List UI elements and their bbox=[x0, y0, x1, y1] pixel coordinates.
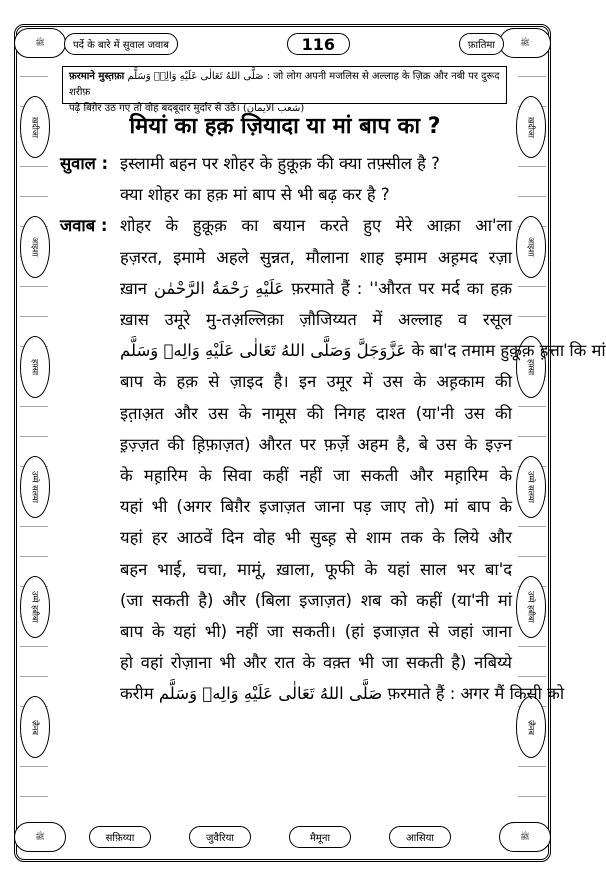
answer-text: करीम صَلَّى اللهُ تَعَالٰى عَلَيْهِ وَالِهٖ وَسَلَّم फ़रमाते हैं : अगर मैं किसी को bbox=[120, 684, 565, 704]
footer-label-2: जुवैरिया bbox=[189, 826, 251, 848]
answer-text: बहन भाई, चचा, मामूं, ख़ाला, फूफी के यहां साल भर बा'द bbox=[120, 559, 512, 579]
header-label: फ़रमाने मुस्त़फ़ा bbox=[69, 71, 125, 82]
answer-text: इत़ाअ़त और उस के नामूस की निगह दाश्त (या'नी उस की bbox=[120, 403, 512, 423]
header-text-1: : जो लोग अपनी मजलिस से अल्लाह के ज़िक्र और नबी पर दुरूद शरीफ़ bbox=[69, 71, 500, 98]
answer-line bbox=[60, 647, 512, 678]
left-medallion-6: ज़ैनब bbox=[20, 696, 50, 758]
running-header bbox=[64, 30, 504, 58]
answer-line bbox=[60, 366, 512, 397]
answer-text: हो वहां रोज़ाना भी और रात के वक़्त भी जा सकती है) नबिय्ये bbox=[120, 653, 512, 673]
answer-line bbox=[60, 335, 606, 366]
answer-line bbox=[60, 304, 512, 335]
right-medallion-1: ख़दीजा bbox=[516, 96, 546, 158]
left-medallion-1: ख़दीजा bbox=[20, 96, 50, 158]
answer-text: ख़ास उमूरे मु-तअ़ल्लिक़ा ज़ौजिय्यत में अल्लाह व रसूल bbox=[120, 310, 512, 330]
left-medallion-2: आइशा bbox=[20, 216, 50, 278]
corner-seal-bottom-right: ﷺ bbox=[499, 822, 551, 852]
answer-line bbox=[60, 491, 512, 522]
question-text-2: क्या शोहर का हक़ मां बाप से भी बढ़ कर है ? bbox=[120, 185, 390, 205]
question-label: सुवाल : bbox=[60, 154, 109, 173]
footer-label-3: मैमूना bbox=[289, 826, 351, 848]
corner-seal-top-left: ﷺ bbox=[14, 28, 66, 58]
question-line-2 bbox=[60, 179, 512, 210]
answer-text: के मह़ारिम के सिवा कहीं नहीं जा सकती और मह़ारिम के bbox=[120, 466, 512, 486]
answer-text: (जा सकती है) और (बिला इजाज़त) शब को कहीं (या'नी मां bbox=[120, 590, 512, 610]
answer-line-1 bbox=[60, 210, 512, 241]
header-salutation: صَلَّى اللهُ تَعَالٰى عَلَيْهِ وَالِهٖ وَسَلَّم bbox=[127, 71, 264, 82]
answer-label: जवाब : bbox=[60, 216, 108, 236]
answer-line bbox=[60, 616, 512, 647]
right-medallion-6: ज़ैनब bbox=[516, 696, 546, 758]
answer-line bbox=[60, 554, 512, 585]
answer-line bbox=[60, 585, 512, 616]
answer-text: यहां भी (अगर बिग़ैर इजाज़त जाना पड़ जाए तो) मां बाप के bbox=[120, 497, 512, 517]
answer-line bbox=[60, 522, 512, 553]
question-text-1: इस्लामी बहन पर शोहर के हुक़ूक़ की क्या तफ़्सील है ? bbox=[120, 154, 440, 173]
answer-line bbox=[60, 398, 512, 429]
right-medallion-5: उम्मे हबीबा bbox=[516, 576, 546, 638]
left-medallion-4: उम्मे सलमा bbox=[20, 456, 50, 518]
answer-line bbox=[60, 460, 512, 491]
hadith-header-box bbox=[62, 66, 507, 114]
left-medallion-3: हफ़्सा bbox=[20, 336, 50, 398]
chapter-label: पर्दे के बारे में सुवाल जवाब bbox=[64, 33, 178, 55]
answer-text: बाप के हक़ से ज़ाइद है। इन उमूर में उस के अह़काम की bbox=[120, 372, 512, 392]
corner-seal-top-right: ﷺ bbox=[499, 28, 551, 58]
answer-text: यहां हर आठवें दिन वोह भी सुब्ह़ से शाम तक के लिये और bbox=[120, 528, 512, 548]
footer-label-4: आसिया bbox=[389, 826, 451, 848]
answer-text: शोहर के हुक़ूक़ का बयान करते हुए मेरे आक़ा आ'ला bbox=[120, 216, 512, 236]
right-medallion-3: हफ़्सा bbox=[516, 336, 546, 398]
right-medallion-4: उम्मे सलमा bbox=[516, 456, 546, 518]
answer-line bbox=[60, 678, 565, 709]
answer-line bbox=[60, 429, 512, 460]
left-medallion-5: उम्मे हबीबा bbox=[20, 576, 50, 638]
running-footer bbox=[70, 822, 470, 852]
footer-label-1: सफ़िय्या bbox=[89, 826, 151, 848]
corner-seal-bottom-left: ﷺ bbox=[14, 822, 66, 852]
answer-text: इ़ज़्ज़त की ह़िफ़ाज़त) औरत पर फ़र्ज़े अहम है, बे उस के इज़्न bbox=[120, 434, 512, 454]
answer-text: बाप के यहां भी) नहीं जा सकती। (हां इजाज़त से जहां जाना bbox=[120, 622, 512, 642]
answer-line bbox=[60, 242, 512, 273]
question-line-1 bbox=[60, 148, 512, 179]
right-medallion-2: आइशा bbox=[516, 216, 546, 278]
name-label: फ़ातिमा bbox=[459, 33, 504, 55]
page-title: मियां का हक़ ज़ियादा या मां बाप का ? bbox=[129, 114, 441, 139]
header-line-2: पढ़े बिग़ैर उठ गए तो वोह बदबूदार मुर्दार से उठे। (شعب الایمان) bbox=[69, 103, 305, 114]
answer-text: ख़ान عَلَيْهِ رَحْمَةُ الرَّحْمٰن फ़रमाते हैं : ''औरत पर मर्द का हक़ bbox=[120, 278, 512, 298]
answer-text: हज़रत, इमामे अहले सुन्नत, मौलाना शाह इमाम अह़मद रज़ा bbox=[120, 247, 512, 267]
answer-text: عَزَّوَجَلَّ وَصَلَّى اللهُ تَعَالٰى عَلَيْهِ وَالِهٖ وَسَلَّم के बा'द तमाम हुक़ूक़ ह़त्ता कि मां bbox=[120, 341, 606, 361]
answer-line bbox=[60, 273, 512, 304]
page-number: 116 bbox=[287, 33, 350, 55]
header-line-1 bbox=[69, 69, 500, 101]
